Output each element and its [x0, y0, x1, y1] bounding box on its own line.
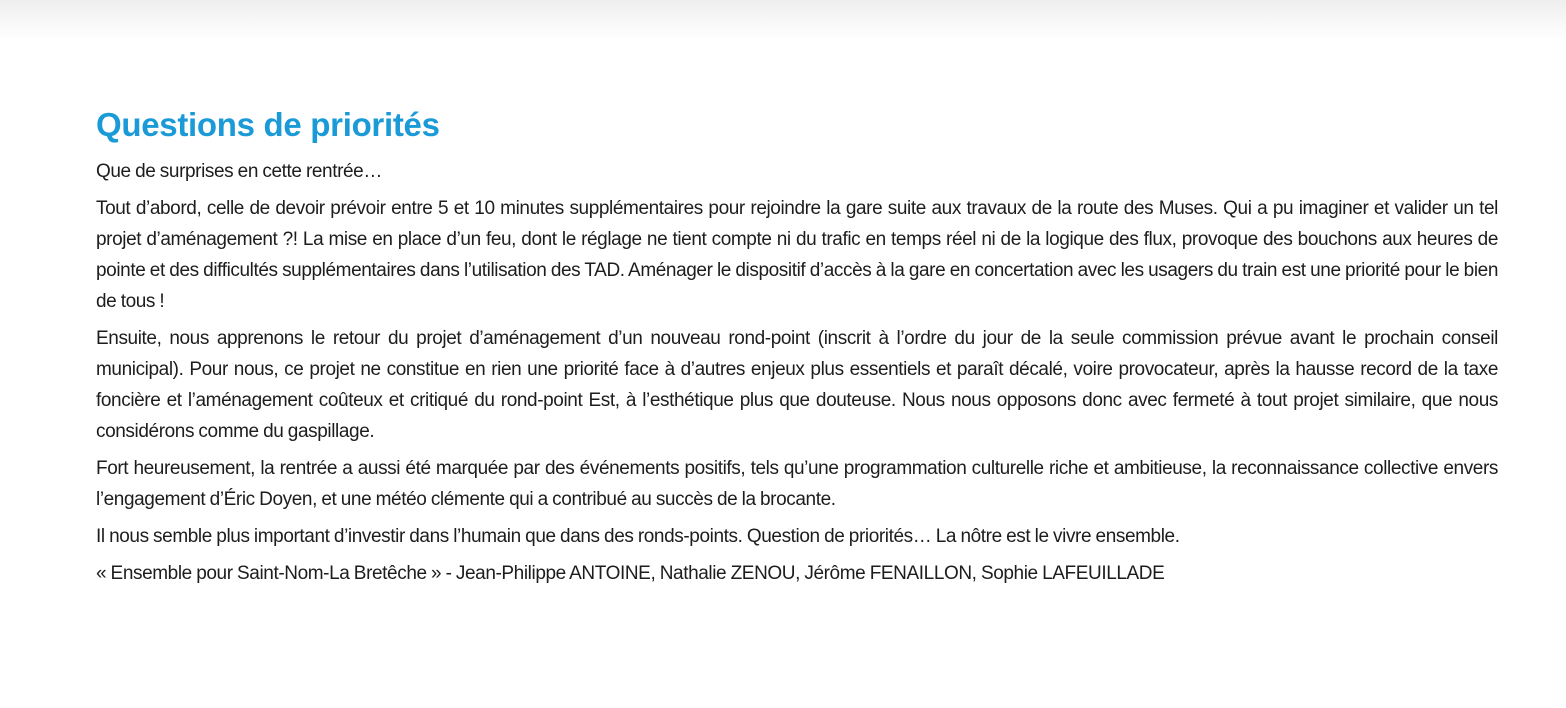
article — [96, 104, 1498, 589]
article-title: Questions de priorités — [96, 106, 440, 143]
paragraph-station-works: Tout d’abord, celle de devoir prévoir entre 5 et 10 minutes supplémentaires pour rejoindre la gare suite aux travaux de la route des Muses. Qui a pu imaginer et valider un tel projet d’aménagement ?! La mise en place d’un feu, dont le réglage ne tient compte ni du trafic en temps réel ni de la logique des flux, provoque des bouchons aux heures de pointe et des difficultés supplémentaires dans l’utilisation des TAD. Aménager le dispositif d’accès à la gare en concertation avec les usagers du train est une priorité pour le bien de tous ! — [96, 198, 1498, 312]
paragraph-roundabout: Ensuite, nous apprenons le retour du projet d’aménagement d’un nouveau rond-point (inscrit à l’ordre du jour de la seule commission prévue avant le prochain conseil municipal). Pour nous, ce projet ne constitue en rien une priorité face à d’autres enjeux plus essentiels et paraît décalé, voire provocateur, après la hausse record de la taxe foncière et l’aménagement coûteux et critiqué du rond-point Est, à l’esthétique plus que douteuse. Nous nous opposons donc avec fermeté à tout projet similaire, que nous considérons comme du gaspillage. — [96, 328, 1498, 442]
paragraph-conclusion: Il nous semble plus important d’investir dans l’humain que dans des ronds-points. Question de priorités… La nôtre est le vivre ensemble. — [96, 526, 1180, 547]
paragraph-positive-events: Fort heureusement, la rentrée a aussi été marquée par des événements positifs, tels qu’une programmation culturelle riche et ambitieuse, la reconnaissance collective envers l’engagement d’Éric Doyen, et une météo clémente qui a contribué au succès de la brocante. — [96, 458, 1498, 510]
top-edge-blur — [0, 0, 1566, 40]
signature: « Ensemble pour Saint-Nom-La Bretêche » - Jean-Philippe ANTOINE, Nathalie ZENOU, Jérôme FENAILLON, Sophie LAFEUILLADE — [96, 563, 1165, 584]
paragraph-intro: Que de surprises en cette rentrée… — [96, 161, 382, 182]
